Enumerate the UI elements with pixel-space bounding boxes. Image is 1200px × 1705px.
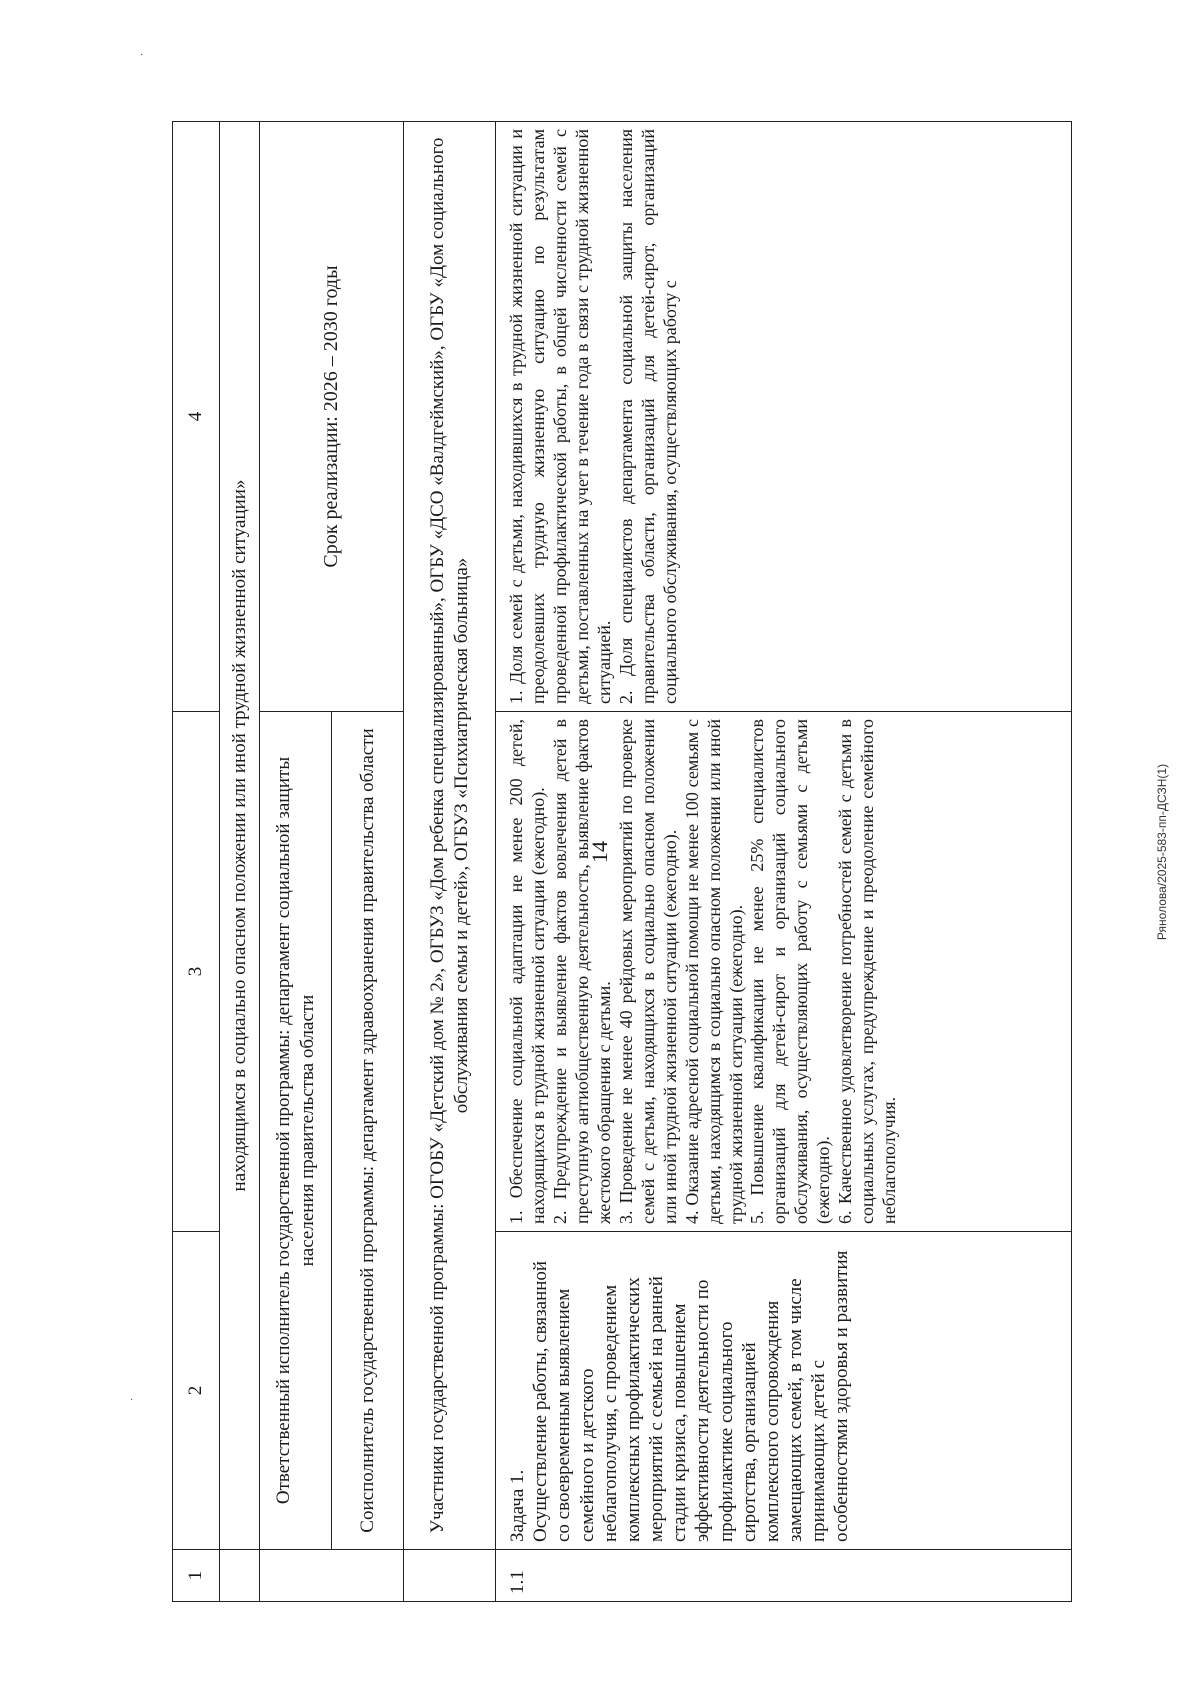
indicators-cell: [496, 122, 1072, 712]
empty-cell: [220, 1550, 260, 1602]
header-cell-2: 2: [173, 1232, 220, 1550]
section-title: находящимся в социально опасном положении или иной трудной жизненной ситуации»: [220, 122, 260, 1550]
document-reference: Рянолова/2025-583-пп-ДСЗН(1): [1155, 763, 1169, 941]
indicator-item: 1. Доля семей с детьми, находившихся в трудной жизненной ситуации и преодолевших трудную жизненную ситуацию по результатам проведенной профилактической работы, в общей численности семей с детьми, поставленных на учет в течение года в связи с трудной жизненной ситуацией.: [506, 129, 614, 704]
empty-cell: [404, 1550, 496, 1602]
header-cell-3: 3: [173, 712, 220, 1232]
task-cell: [496, 1232, 1072, 1550]
header-cell-1: 1: [173, 1550, 220, 1602]
scan-artifact: ·: [140, 50, 144, 61]
expected-results-cell: [496, 712, 1072, 1232]
row-number: 1.1: [496, 1550, 1072, 1602]
result-item: 6. Качественное удовлетворение потребностей семей с детьми в социальных услугах, предупреждение и преодоление семейного неблагополучия.: [835, 719, 900, 1224]
scan-artifact: ·: [130, 1395, 134, 1406]
result-item: 5. Повышение квалификации не менее 25% специалистов организаций для детей-сирот и организаций социального обслуживания, осуществляющих работу с семьями с детьми (ежегодно).: [747, 719, 834, 1224]
implementation-period: Срок реализации: 2026 – 2030 годы: [260, 122, 404, 712]
responsible-row: [260, 122, 332, 1602]
empty-cell: [260, 1550, 404, 1602]
table-header-row: [173, 122, 220, 1602]
participants-row: [404, 122, 496, 1602]
task-title: Задача 1.: [507, 1469, 528, 1542]
result-item: 3. Проведение не менее 40 рейдовых мероприятий по проверке семей с детьми, находящихся в социально опасном положении или иной трудной жизненной ситуации (ежегодно).: [615, 719, 680, 1224]
table-row: [496, 122, 1072, 1602]
program-table: [172, 121, 1072, 1602]
section-title-row: [220, 122, 260, 1602]
indicator-item: 2. Доля специалистов департамента социальной защиты населения правительства области, организаций для детей-сирот, организаций социального обслуживания, осуществляющих работу с: [615, 129, 680, 704]
result-item: 2. Предупреждение и выявление фактов вовлечения детей в преступную антиобщественную деятельность, выявление фактов жестокого обращения с детьми.: [549, 719, 614, 1224]
result-item: 1. Обеспечение социальной адаптации не менее 200 детей, находящихся в трудной жизненной ситуации (ежегодно).: [506, 719, 548, 1224]
co-executor: Соисполнитель государственной программы: департамент здравоохранения правительства области: [332, 712, 404, 1550]
header-cell-4: 4: [173, 122, 220, 712]
program-participants: Участники государственной программы: ОГОБУ «Детский дом № 2», ОГБУЗ «Дом ребенка специализированный», ОГБУ «ДСО «Валдгеймский», ОГБУ «Дом социального обслуживания семьи и детей», ОГБУЗ «Психиатрическая больница»: [404, 122, 496, 1550]
page-number: 14: [587, 841, 612, 863]
task-text: Осуществление работы, связанной со своевременным выявлением семейного и детского неблагополучия, с проведением комплексных профилактических мероприятий с семьей на ранней стадии кризиса, повышением эффективности деятельности по профилактике социального сиротства, организацией комплексного сопровождения замещающих семей, в том числе принимающих детей с особенностями здоровья и развития: [530, 1250, 853, 1542]
rotated-table-container: [172, 122, 1072, 1602]
result-item: 4. Оказание адресной социальной помощи не менее 100 семьям с детьми, находящимся в социально опасном положении или иной трудной жизненной ситуации (ежегодно).: [681, 719, 746, 1224]
responsible-executor: Ответственный исполнитель государственной программы: департамент социальной защиты населения правительства области: [260, 712, 332, 1550]
